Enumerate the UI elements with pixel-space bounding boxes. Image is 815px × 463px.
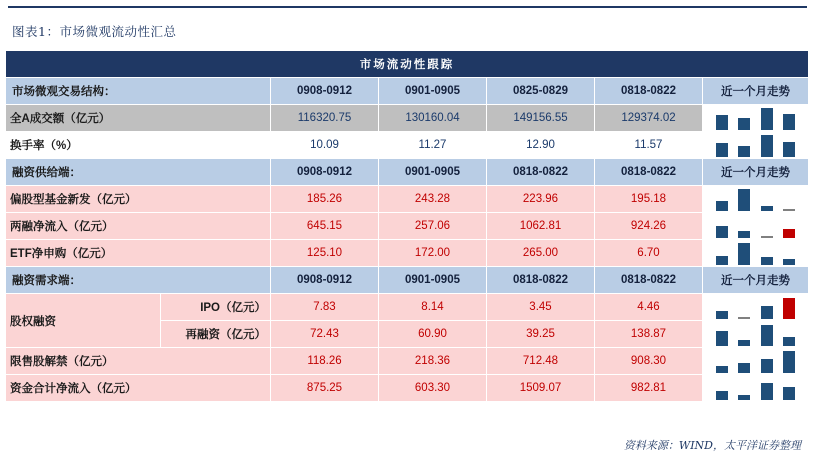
liquidity-table bbox=[5, 50, 809, 402]
table-body bbox=[6, 51, 809, 402]
sparkline-bar-positive bbox=[761, 108, 773, 130]
sparkline-cell bbox=[703, 321, 809, 348]
sparkline-bar-negative bbox=[783, 298, 795, 319]
figure-title: 图表1：市场微观流动性汇总 bbox=[12, 24, 177, 39]
sparkline-bar-positive bbox=[761, 359, 773, 373]
sparkline-bar-positive bbox=[738, 340, 750, 346]
period-header: 0818-0822 bbox=[595, 159, 703, 186]
cell-value: 72.43 bbox=[271, 321, 379, 348]
sparkline-bar-positive bbox=[783, 114, 795, 130]
top-rule bbox=[8, 6, 807, 8]
sparkline-bar-positive bbox=[761, 135, 773, 157]
cell-value: 125.10 bbox=[271, 240, 379, 267]
cell-value: 6.70 bbox=[595, 240, 703, 267]
sparkline-bar-flat bbox=[761, 236, 773, 238]
row-label: 偏股型基金新发（亿元） bbox=[6, 186, 271, 213]
sparkline-bar-positive bbox=[761, 306, 773, 319]
sparkline-bar-positive bbox=[783, 142, 795, 157]
cell-value: 116320.75 bbox=[271, 105, 379, 132]
sparkline-bar-positive bbox=[761, 257, 773, 265]
cell-value: 129374.02 bbox=[595, 105, 703, 132]
cell-value: 60.90 bbox=[379, 321, 487, 348]
sparkline-cell bbox=[703, 240, 809, 267]
cell-value: 257.06 bbox=[379, 213, 487, 240]
source-note: 资料来源：WIND，太平洋证券整理 bbox=[623, 439, 801, 452]
cell-value: 118.26 bbox=[271, 348, 379, 375]
period-header: 0818-0822 bbox=[595, 78, 703, 105]
section-label: 融资供给端： bbox=[6, 159, 271, 186]
sparkline-bar-positive bbox=[716, 366, 728, 373]
sparkline-bar-flat bbox=[783, 209, 795, 211]
sparkline-bar-positive bbox=[738, 363, 750, 373]
table-row bbox=[6, 375, 809, 402]
period-header: 0908-0912 bbox=[271, 78, 379, 105]
cell-value: 243.28 bbox=[379, 186, 487, 213]
cell-value: 10.09 bbox=[271, 132, 379, 159]
row-label: 股权融资 bbox=[6, 294, 161, 348]
cell-value: 3.45 bbox=[487, 294, 595, 321]
sparkline-bar-negative bbox=[783, 229, 795, 238]
sparkline-bar-positive bbox=[783, 351, 795, 373]
table-row bbox=[6, 348, 809, 375]
sparkline bbox=[707, 322, 804, 346]
cell-value: 185.26 bbox=[271, 186, 379, 213]
sparkline-bar-positive bbox=[716, 391, 728, 400]
trend-header: 近一个月走势 bbox=[703, 78, 809, 105]
row-sublabel: 再融资（亿元） bbox=[161, 321, 271, 348]
cell-value: 908.30 bbox=[595, 348, 703, 375]
sparkline bbox=[707, 187, 804, 211]
sparkline-cell bbox=[703, 375, 809, 402]
cell-value: 924.26 bbox=[595, 213, 703, 240]
sparkline-cell bbox=[703, 132, 809, 159]
table-row bbox=[6, 240, 809, 267]
table-row bbox=[6, 105, 809, 132]
sparkline bbox=[707, 295, 804, 319]
row-label: ETF净申购（亿元） bbox=[6, 240, 271, 267]
sparkline-cell bbox=[703, 105, 809, 132]
row-label: 两融净流入（亿元） bbox=[6, 213, 271, 240]
cell-value: 8.14 bbox=[379, 294, 487, 321]
cell-value: 265.00 bbox=[487, 240, 595, 267]
sparkline-bar-positive bbox=[738, 395, 750, 400]
cell-value: 1509.07 bbox=[487, 375, 595, 402]
period-header: 0908-0912 bbox=[271, 267, 379, 294]
section-label: 市场微观交易结构： bbox=[6, 78, 271, 105]
section-header-row bbox=[6, 78, 809, 105]
sparkline-bar-positive bbox=[738, 189, 750, 211]
cell-value: 4.46 bbox=[595, 294, 703, 321]
sparkline bbox=[707, 106, 804, 130]
sparkline bbox=[707, 349, 804, 373]
row-label: 换手率（%） bbox=[6, 132, 271, 159]
cell-value: 645.15 bbox=[271, 213, 379, 240]
cell-value: 130160.04 bbox=[379, 105, 487, 132]
sparkline-bar-flat bbox=[738, 317, 750, 319]
sparkline-bar-positive bbox=[738, 118, 750, 130]
sparkline bbox=[707, 241, 804, 265]
period-header: 0825-0829 bbox=[487, 78, 595, 105]
table-banner: 市场流动性跟踪 bbox=[6, 51, 809, 78]
table-row bbox=[6, 132, 809, 159]
sparkline-bar-positive bbox=[716, 331, 728, 346]
sparkline-bar-positive bbox=[761, 206, 773, 211]
sparkline bbox=[707, 214, 804, 238]
sparkline-cell bbox=[703, 294, 809, 321]
sparkline-cell bbox=[703, 186, 809, 213]
trend-header: 近一个月走势 bbox=[703, 159, 809, 186]
cell-value: 149156.55 bbox=[487, 105, 595, 132]
cell-value: 138.87 bbox=[595, 321, 703, 348]
sparkline-bar-positive bbox=[716, 226, 728, 238]
sparkline-bar-positive bbox=[783, 259, 795, 265]
cell-value: 875.25 bbox=[271, 375, 379, 402]
section-header-row bbox=[6, 159, 809, 186]
cell-value: 712.48 bbox=[487, 348, 595, 375]
sparkline bbox=[707, 376, 804, 400]
cell-value: 11.57 bbox=[595, 132, 703, 159]
row-label: 限售股解禁（亿元） bbox=[6, 348, 271, 375]
row-label: 全A成交额（亿元） bbox=[6, 105, 271, 132]
period-header: 0818-0822 bbox=[487, 159, 595, 186]
period-header: 0901-0905 bbox=[379, 267, 487, 294]
liquidity-table-wrap bbox=[5, 50, 808, 402]
sparkline-bar-positive bbox=[761, 383, 773, 400]
sparkline-cell bbox=[703, 348, 809, 375]
cell-value: 12.90 bbox=[487, 132, 595, 159]
table-row bbox=[6, 213, 809, 240]
sparkline-bar-positive bbox=[716, 143, 728, 157]
sparkline bbox=[707, 133, 804, 157]
period-header: 0908-0912 bbox=[271, 159, 379, 186]
sparkline-bar-positive bbox=[716, 201, 728, 211]
sparkline-bar-positive bbox=[783, 337, 795, 346]
cell-value: 195.18 bbox=[595, 186, 703, 213]
table-banner-row bbox=[6, 51, 809, 78]
sparkline-bar-positive bbox=[738, 231, 750, 238]
period-header: 0901-0905 bbox=[379, 78, 487, 105]
cell-value: 1062.81 bbox=[487, 213, 595, 240]
trend-header: 近一个月走势 bbox=[703, 267, 809, 294]
table-row bbox=[6, 186, 809, 213]
cell-value: 982.81 bbox=[595, 375, 703, 402]
cell-value: 603.30 bbox=[379, 375, 487, 402]
cell-value: 218.36 bbox=[379, 348, 487, 375]
cell-value: 223.96 bbox=[487, 186, 595, 213]
table-row bbox=[6, 294, 809, 321]
cell-value: 172.00 bbox=[379, 240, 487, 267]
period-header: 0901-0905 bbox=[379, 159, 487, 186]
sparkline-bar-positive bbox=[716, 311, 728, 319]
period-header: 0818-0822 bbox=[595, 267, 703, 294]
section-label: 融资需求端： bbox=[6, 267, 271, 294]
cell-value: 39.25 bbox=[487, 321, 595, 348]
sparkline-cell bbox=[703, 213, 809, 240]
sparkline-bar-positive bbox=[783, 387, 795, 400]
sparkline-bar-positive bbox=[716, 115, 728, 130]
cell-value: 7.83 bbox=[271, 294, 379, 321]
sparkline-bar-positive bbox=[716, 256, 728, 265]
period-header: 0818-0822 bbox=[487, 267, 595, 294]
cell-value: 11.27 bbox=[379, 132, 487, 159]
sparkline-bar-positive bbox=[738, 146, 750, 157]
section-header-row bbox=[6, 267, 809, 294]
row-sublabel: IPO（亿元） bbox=[161, 294, 271, 321]
row-label: 资金合计净流入（亿元） bbox=[6, 375, 271, 402]
sparkline-bar-positive bbox=[761, 325, 773, 346]
sparkline-bar-positive bbox=[738, 243, 750, 265]
